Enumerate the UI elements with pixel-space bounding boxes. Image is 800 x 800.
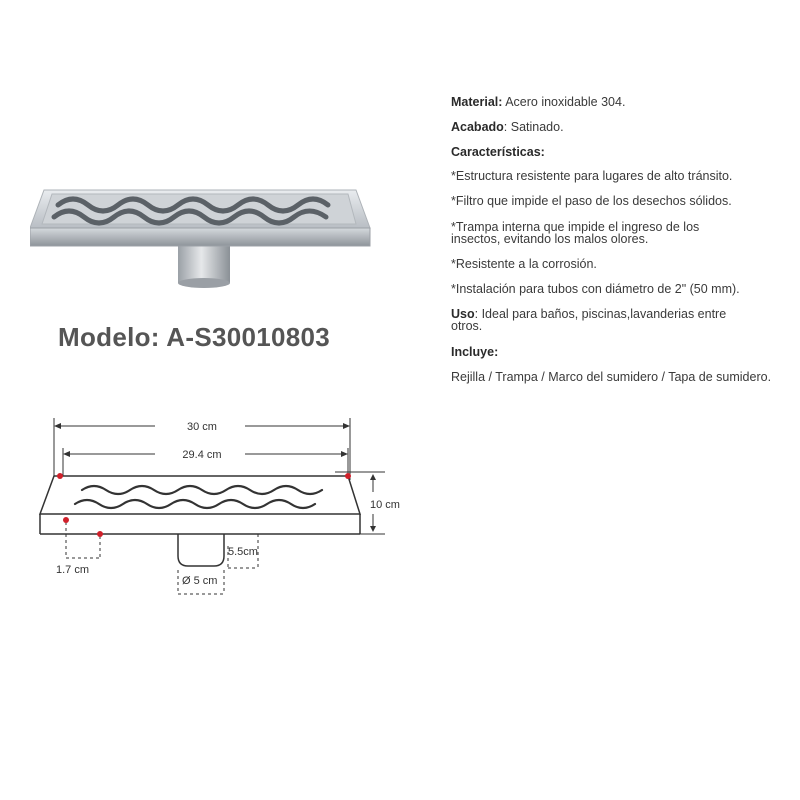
feature-item: *Filtro que impide el paso de los desechos sólidos. [451, 194, 732, 208]
spec-use [451, 308, 741, 332]
spec-finish [451, 121, 796, 133]
dim-outlet-height: 5.5cm [228, 546, 258, 558]
spec-material-label: Material: [451, 95, 503, 109]
spec-use-value: : Ideal para baños, piscinas,lavanderias entre otros. [451, 307, 727, 333]
dim-width: 10 cm [370, 499, 400, 511]
feature-item: *Trampa interna que impide el ingreso de los insectos, evitando los malos olores. [451, 220, 700, 246]
dim-outer-length: 30 cm [187, 421, 217, 433]
includes-colon: : [494, 345, 499, 359]
feature-item: *Instalación para tubos con diámetro de 2" (50 mm). [451, 282, 740, 296]
spec-features-label [451, 146, 796, 158]
includes-heading: Incluye [451, 345, 495, 359]
spec-includes-value: Rejilla / Trampa / Marco del sumidero / Tapa de sumidero. [451, 370, 772, 384]
feature-item: *Resistente a la corrosión. [451, 257, 597, 271]
spec-material [451, 96, 796, 108]
product-photo [30, 180, 375, 295]
spec-includes-label [451, 346, 796, 358]
dim-inner-length: 29.4 cm [182, 449, 222, 461]
dim-outlet-diameter: Ø 5 cm [182, 575, 218, 587]
model-title: Modelo: A-S30010803 [58, 322, 331, 352]
dimension-drawing [30, 410, 410, 610]
spec-finish-label: Acabado [451, 120, 504, 134]
spec-use-label: Uso [451, 307, 475, 321]
spec-finish-value: : Satinado. [503, 120, 564, 134]
spec-material-value: Acero inoxidable 304. [502, 95, 626, 109]
dim-rim: 1.7 cm [56, 564, 90, 576]
features-heading: Características: [451, 145, 545, 159]
feature-item: *Estructura resistente para lugares de alto tránsito. [451, 169, 733, 183]
